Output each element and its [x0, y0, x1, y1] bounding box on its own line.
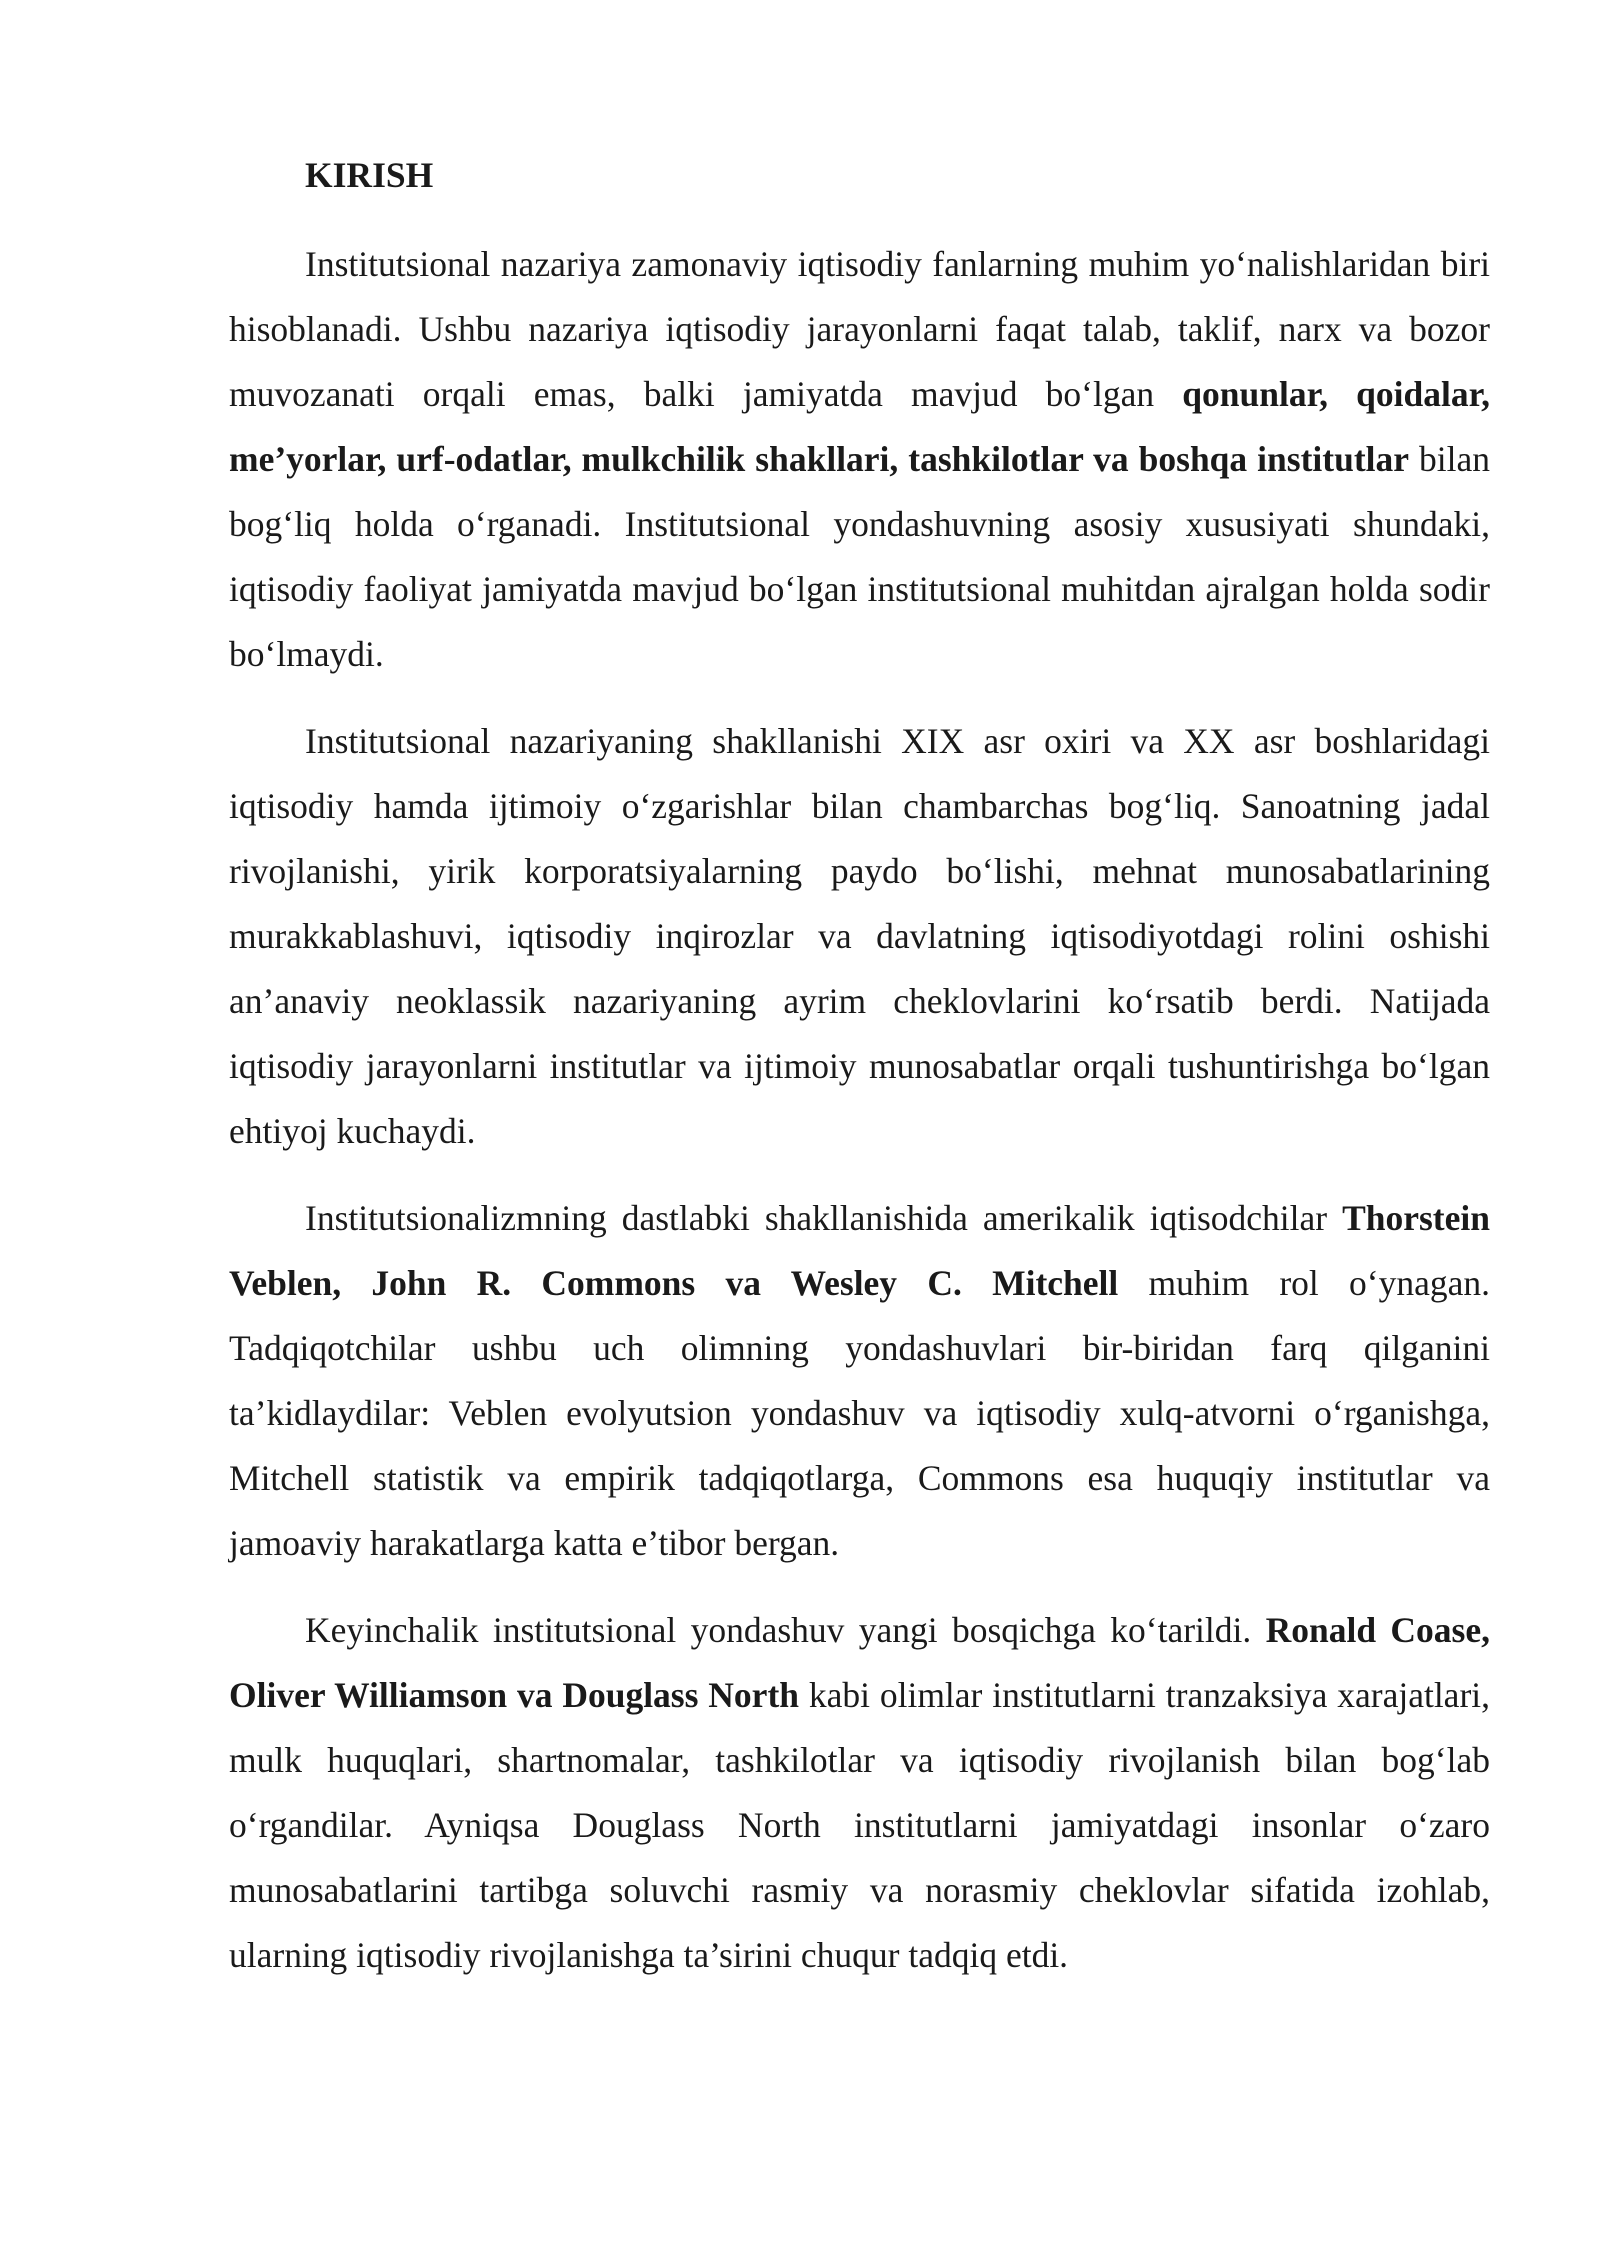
paragraph-1-text-1: Institutsional nazariya zamonaviy iqtisodiy fanlarning muhim yo‘nalishlaridan biri hisoblanadi. Ushbu nazariya iqtisodiy jarayonlarni faqat talab, taklif, narx va bozor muvozanati orqali emas, balki jamiyatda mavjud bo‘lgan	[229, 244, 1490, 414]
paragraph-4-text-2: kabi olimlar institutlarni tranzaksiya xarajatlari, mulk huquqlari, shartnomalar, tashkilotlar va iqtisodiy rivojlanish bilan bog‘lab o‘rgandilar. Ayniqsa Douglass North institutlarni jamiyatdagi insonlar o‘zaro munosabatlarini tartibga soluvchi rasmiy va norasmiy cheklovlar sifatida izohlab, ularning iqtisodiy rivojlanishga ta’sirini chuqur tadqiq etdi.	[229, 1675, 1490, 1975]
paragraph-3-text-2: muhim rol o‘ynagan. Tadqiqotchilar ushbu uch olimning yondashuvlari bir-biridan farq qilganini ta’kidlaydilar: Veblen evolyutsion yondashuv va iqtisodiy xulq-atvorni o‘rganishga, Mitchell statistik va empirik tadqiqotlarga, Commons esa huquqiy institutlar va jamoaviy harakatlarga katta e’tibor bergan.	[229, 1263, 1491, 1563]
paragraph-3	[229, 1186, 1490, 1576]
paragraph-2-text-1: Institutsional nazariyaning shakllanishi XIX asr oxiri va XX asr boshlaridagi iqtisodiy hamda ijtimoiy o‘zgarishlar bilan chambarchas bog‘liq. Sanoatning jadal rivojlanishi, yirik korporatsiyalarning paydo bo‘lishi, mehnat munosabatlarining murakkablashuvi, iqtisodiy inqirozlar va davlatning iqtisodiyotdagi rolini oshishi an’anaviy neoklassik nazariyaning ayrim cheklovlarini ko‘rsatib berdi. Natijada iqtisodiy jarayonlarni institutlar va ijtimoiy munosabatlar orqali tushuntirishga bo‘lgan ehtiyoj kuchaydi.	[229, 721, 1490, 1151]
paragraph-1-bold-institutions: qonunlar, qoidalar, me’yorlar, urf-odatlar, mulkchilik shakllari, tashkilotlar va boshqa institutlar	[229, 374, 1491, 479]
paragraph-3-text-1: Institutsionalizmning dastlabki shakllanishida amerikalik iqtisodchilar	[305, 1198, 1343, 1238]
paragraph-4-text-1: Keyinchalik institutsional yondashuv yangi bosqichga ko‘tarildi.	[305, 1610, 1266, 1650]
paragraph-4-bold-economists: Ronald Coase, Oliver Williamson va Douglass North	[229, 1610, 1490, 1715]
section-heading: KIRISH	[305, 155, 434, 195]
paragraph-2	[229, 709, 1490, 1164]
document-page	[229, 148, 1490, 2010]
paragraph-4	[229, 1598, 1490, 1988]
paragraph-1-text-2: bilan bog‘liq holda o‘rganadi. Institutsional yondashuvning asosiy xususiyati shundaki, iqtisodiy faoliyat jamiyatda mavjud bo‘lgan institutsional muhitdan ajralgan holda sodir bo‘lmaydi.	[229, 439, 1490, 674]
paragraph-1	[229, 232, 1490, 687]
paragraph-3-bold-economists: Thorstein Veblen, John R. Commons va Wesley C. Mitchell	[229, 1198, 1490, 1303]
